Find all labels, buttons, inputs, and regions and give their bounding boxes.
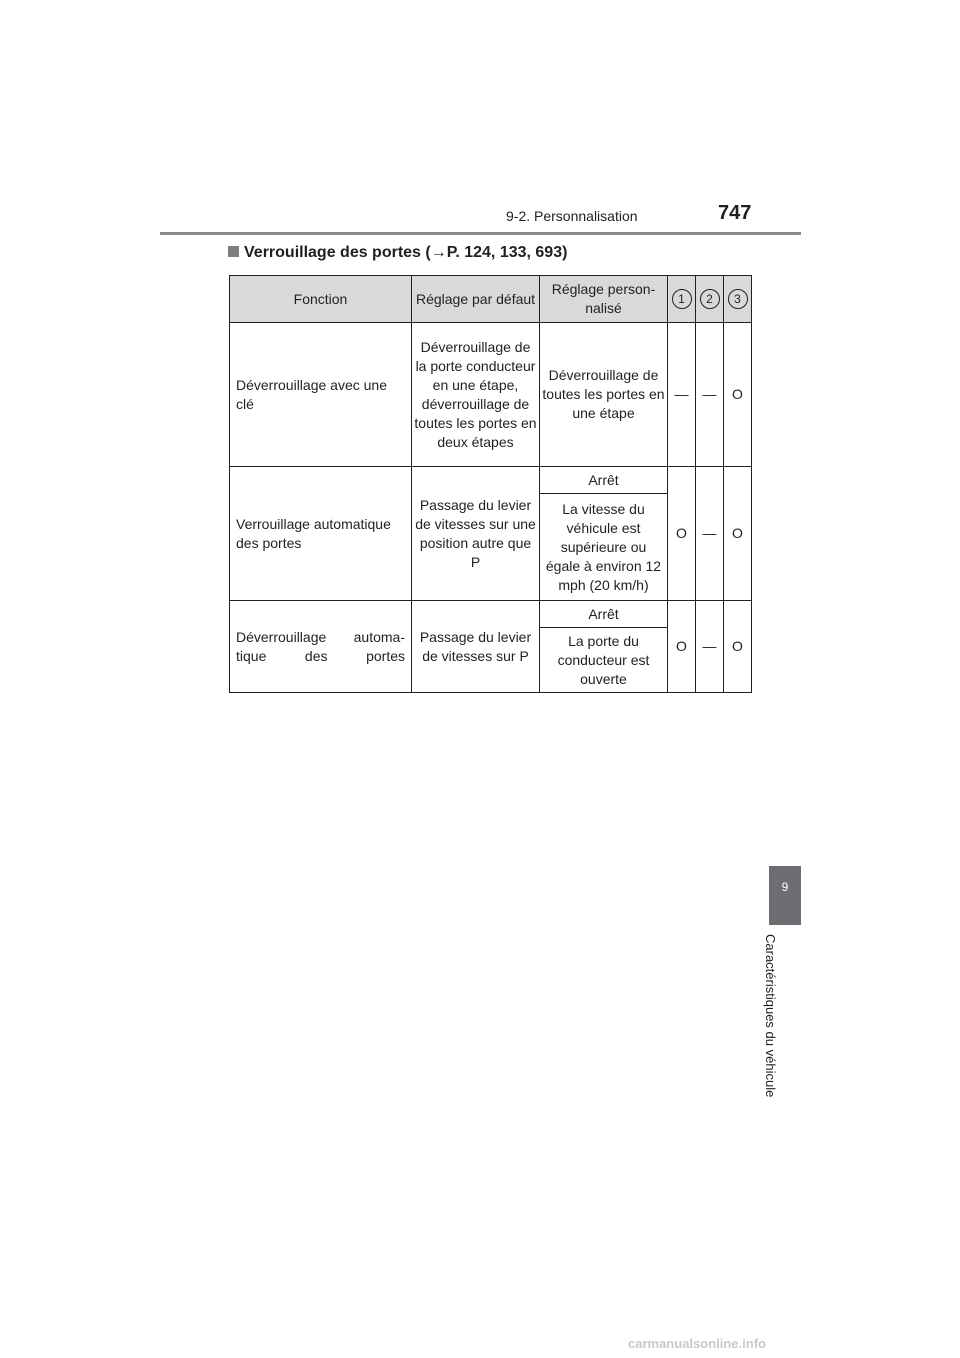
watermark-text: carmanualsonline.info (628, 1336, 766, 1351)
default-cell: Déverrouillage de la porte conducteur en une étape, déverrouillage de toutes les portes en deux étapes (412, 323, 540, 467)
mark-cell: — (696, 601, 724, 693)
circled-3-icon: 3 (728, 289, 748, 309)
header-default: Réglage par défaut (412, 276, 540, 323)
mark-cell: O (724, 323, 752, 467)
page-number: 747 (718, 202, 752, 224)
table-row (230, 323, 752, 467)
section-heading (228, 244, 567, 262)
header-col1 (668, 276, 696, 323)
mark-cell: — (696, 467, 724, 601)
function-text: Déverrouillage automa-tique des portes (236, 628, 405, 664)
settings-table (229, 275, 752, 693)
arrow-icon: → (430, 244, 447, 261)
section-heading-refs: P. 124, 133, 693) (446, 244, 568, 261)
table-row (230, 601, 752, 628)
chapter-number: 9 (781, 880, 789, 894)
mark-cell: — (668, 323, 696, 467)
chapter-label: Caractéristiques du véhicule (763, 934, 778, 1098)
function-cell: Verrouillage automatique des portes (230, 467, 412, 601)
header-custom: Réglage person-nalisé (540, 276, 668, 323)
custom-cell: La porte du conducteur est ouverte (540, 628, 668, 693)
mark-cell: O (668, 601, 696, 693)
square-bullet-icon (228, 246, 239, 257)
default-cell: Passage du levier de vitesses sur P (412, 601, 540, 693)
custom-cell: Déverrouillage de toutes les portes en une étape (540, 323, 668, 467)
table-header-row (230, 276, 752, 323)
mark-cell: O (668, 467, 696, 601)
circled-2-icon: 2 (700, 289, 720, 309)
section-heading-text: Verrouillage des portes ( (244, 244, 431, 261)
circled-1-icon: 1 (672, 289, 692, 309)
header-col2 (696, 276, 724, 323)
custom-cell: Arrêt (540, 601, 668, 628)
mark-cell: O (724, 601, 752, 693)
mark-cell: O (724, 467, 752, 601)
function-cell: Déverrouillage avec une clé (230, 323, 412, 467)
default-cell: Passage du levier de vitesses sur une position autre que P (412, 467, 540, 601)
chapter-tab (769, 866, 801, 925)
header-col3 (724, 276, 752, 323)
function-cell (230, 601, 412, 693)
header-function: Fonction (230, 276, 412, 323)
header-divider (160, 232, 801, 235)
header-section-title: 9-2. Personnalisation (506, 208, 638, 224)
custom-cell: Arrêt (540, 467, 668, 494)
table-row (230, 467, 752, 494)
custom-cell: La vitesse du véhicule est supérieure ou égale à environ 12 mph (20 km/h) (540, 494, 668, 601)
mark-cell: — (696, 323, 724, 467)
